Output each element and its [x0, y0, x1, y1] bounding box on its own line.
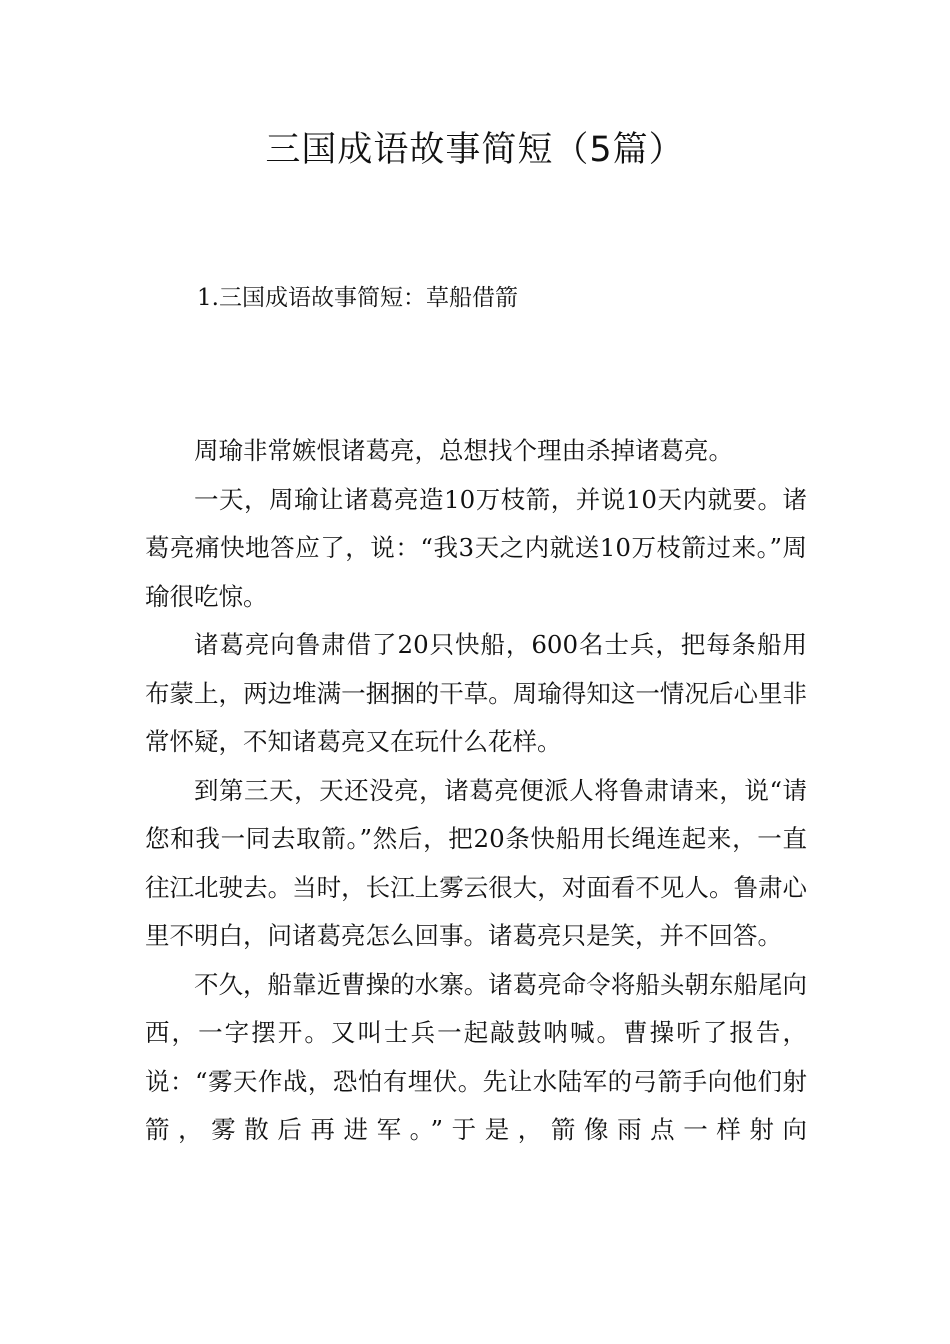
body-text: [145, 427, 807, 1155]
paragraph: 不久，船靠近曹操的水寨。诸葛亮命令将船头朝东船尾向西，一字摆开。又叫士兵一起敲鼓呐喊。曹操听了报告，说：“雾天作战，恐怕有埋伏。先让水陆军的弓箭手向他们射箭，雾散后再进军。”于是，箭像雨点一样射向: [145, 969, 807, 1144]
document-title: 三国成语故事简短（5篇）: [265, 130, 685, 170]
paragraph: 到第三天，天还没亮，诸葛亮便派人将鲁肃请来，说“请您和我一同去取箭。”然后，把20条快船用长绳连起来，一直往江北驶去。当时，长江上雾云很大，对面看不见人。鲁肃心里不明白，问诸葛亮怎么回事。诸葛亮只是笑，并不回答。: [145, 775, 807, 950]
paragraph: 周瑜非常嫉恨诸葛亮，总想找个理由杀掉诸葛亮。: [194, 436, 733, 465]
section-heading: 1.三国成语故事简短：草船借箭: [197, 285, 518, 311]
paragraph: 诸葛亮向鲁肃借了20只快船，600名士兵，把每条船用布蒙上，两边堆满一捆捆的干草。周瑜得知这一情况后心里非常怀疑，不知诸葛亮又在玩什么花样。: [145, 630, 807, 756]
paragraph: 一天，周瑜让诸葛亮造10万枝箭，并说10天内就要。诸葛亮痛快地答应了，说：“我3天之内就送10万枝箭过来。”周瑜很吃惊。: [145, 484, 807, 611]
